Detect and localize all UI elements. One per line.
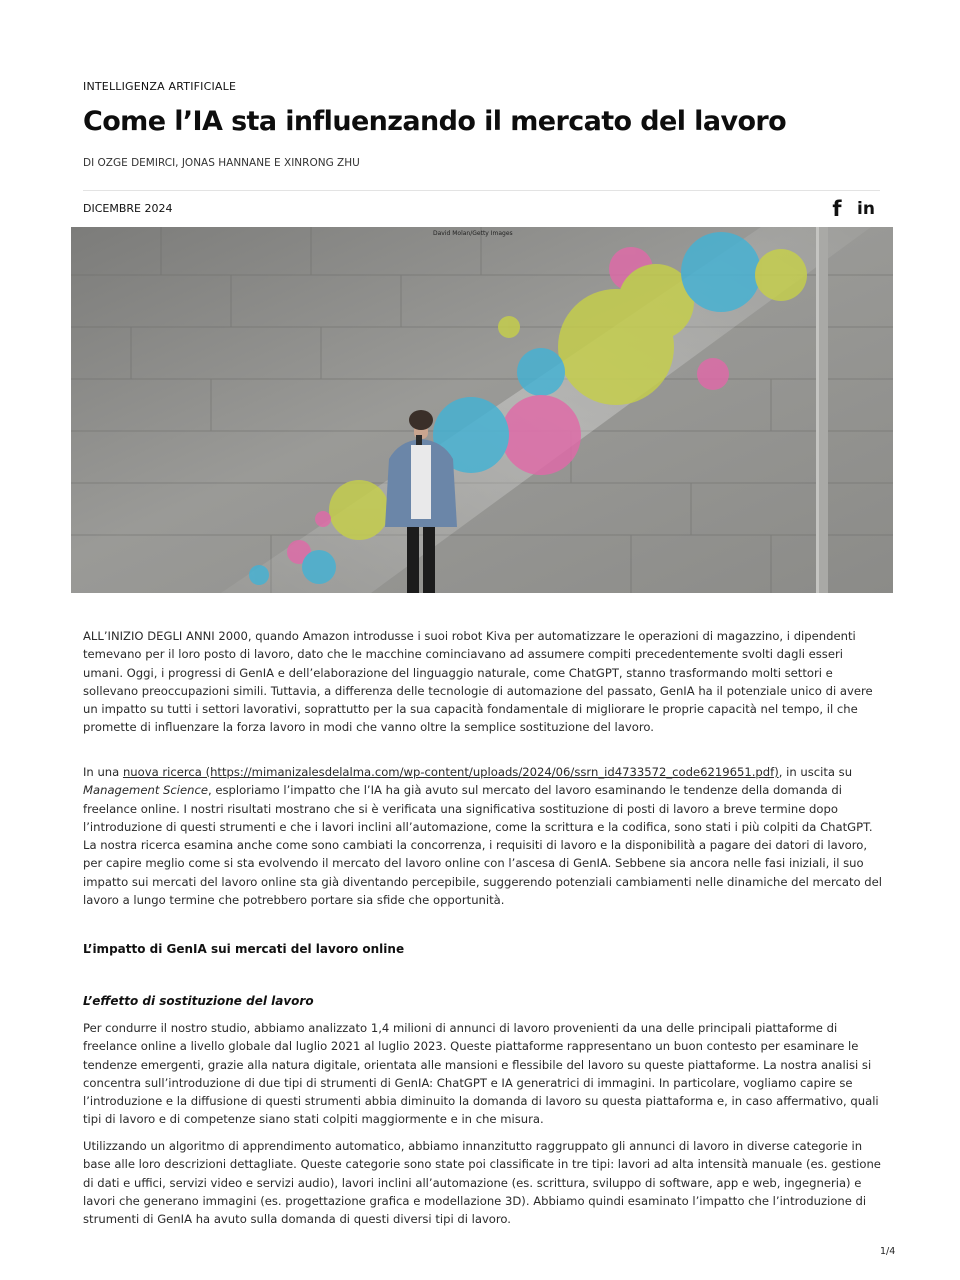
journal-name: Management Science [83, 783, 209, 798]
method-paragraph [83, 1137, 883, 1236]
paragraph-2-lead: In una [83, 765, 123, 779]
article-date: DICEMBRE 2024 [83, 202, 173, 215]
article-byline: DI OZGE DEMIRCI, JONAS HANNANE E XINRONG ZHU [83, 157, 360, 169]
research-link[interactable]: nuova ricerca (https://mimanizalesdelalma.com/wp-content/uploads/2024/06/ssrn_id4733572_code6219651.pdf) [122, 765, 779, 779]
paragraph-1: ALL’INIZIO DEGLI ANNI 2000, quando Amazon introdusse i suoi robot Kiva per automatizzare le operazioni di magazzino, i dipendenti temevano per il loro posto di lavoro, dato che le macchine cominciavano ad assumere compiti precedentemente svolti dagli esseri umani. Oggi, i progressi di GenIA e dell’elaborazione del linguaggio naturale, come ChatGPT, stanno trasformando molti settori e sollevano preoccupazioni simili. Tuttavia, a differenza delle tecnologie di automazione del passato, GenIA ha il potenziale unico di avere un impatto su tutti i settori lavorativi, soprattutto per la sua capacità fondamentale di migliorare le proprie capacità nel tempo, il che promette di influenzare la forza lavoro in modi che vanno oltre la semplice sostituzione del lavoro. [83, 629, 873, 735]
study-paragraph [83, 1019, 883, 1137]
header-divider [83, 190, 880, 191]
facebook-icon: f [832, 197, 842, 221]
section-heading: L’impatto di GenIA sui mercati del lavoro online [83, 942, 405, 956]
category-label[interactable]: INTELLIGENZA ARTIFICIALE [83, 80, 237, 93]
intro-paragraph [83, 627, 883, 745]
paragraph-2 [83, 763, 883, 909]
article-title: Come l’IA sta influenzando il mercato del lavoro [83, 106, 787, 137]
page-number: 1/4 [880, 1246, 896, 1257]
facebook-share-button[interactable] [828, 198, 846, 220]
subsection-heading: L’effetto di sostituzione del lavoro [83, 994, 314, 1008]
paragraph-4: Utilizzando un algoritmo di apprendimento automatico, abbiamo innanzitutto raggruppato gli annunci di lavoro in diverse categorie in base alle loro descrizioni dettagliate. Queste categorie sono state poi classificate in tre tipi: lavori ad alta intensità manuale (es. gestione di dati e uffici, servizi video e servizi audio), lavori inclini all’automazione (es. scrittura, sviluppo di software, app e web, ingegneria) e lavori che generano immagini (es. progettazione grafica e modellazione 3D). Abbiamo quindi esaminato l’impatto che l’introduzione di strumenti di GenIA ha avuto sulla domanda di questi diversi tipi di lavoro. [83, 1139, 881, 1227]
paragraph-2-rest: , esploriamo l’impatto che l’IA ha già avuto sul mercato del lavoro esaminando le tendenze della domanda di freelance online. I nostri risultati mostrano che si è verificata una significativa sostituzione di posti di lavoro a breve termine dopo l’introduzione di questi strumenti e che i lavori inclini all’automazione, come la scrittura e la codifica, sono stati i più colpiti da ChatGPT. La nostra ricerca esamina anche come sono cambiati la concorrenza, i requisiti di lavoro e la disponibilità a pagare dei datori di lavoro, per capire meglio come si sta evolvendo il mercato del lavoro online con l’ascesa di GenIA. Sebbene sia ancora nelle fasi iniziali, il suo impatto sui mercati del lavoro online sta già diventando percepibile, suggerendo potenziali cambiamenti nelle dinamiche del mercato del lavoro a lungo termine che potrebbero portare sia sfide che opportunità. [83, 783, 882, 908]
paragraph-2-mid: , in uscita su [778, 765, 853, 779]
photo-credit: David Molan/Getty Images [433, 230, 513, 237]
research-paragraph [83, 763, 883, 917]
hero-photo [71, 227, 893, 593]
linkedin-icon: in [857, 199, 875, 219]
paragraph-3: Per condurre il nostro studio, abbiamo analizzato 1,4 milioni di annunci di lavoro provenienti da una delle principali piattaforme di freelance online a livello globale dal luglio 2021 al luglio 2023. Queste piattaforme rappresentano un buon contesto per esaminare le tendenze emergenti, grazie alla natura digitale, orientata alle mansioni e flessibile del lavoro su queste piattaforme. La nostra analisi si concentra sull’introduzione di due tipi di strumenti di GenIA: ChatGPT e IA generatrici di immagini. In particolare, vogliamo capire se l’introduzione e la diffusione di questi strumenti abbia diminuito la domanda di lavoro su questa piattaforma e, in caso affermativo, quali tipi di lavoro e di competenze siano stati colpiti maggiormente e in che misura. [83, 1021, 879, 1127]
linkedin-share-button[interactable] [855, 198, 877, 220]
